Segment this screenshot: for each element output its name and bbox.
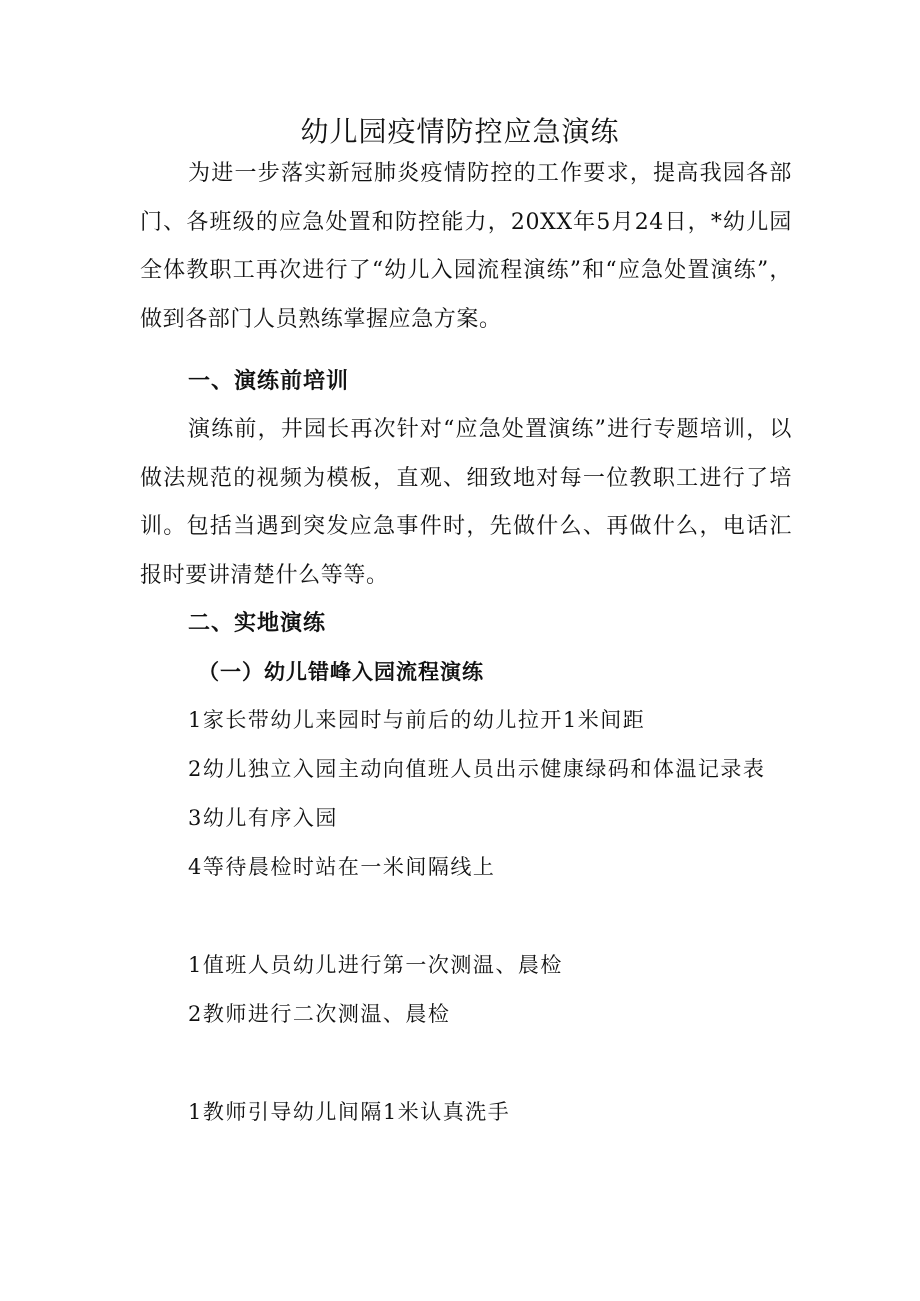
list-item: 2幼儿独立入园主动向值班人员出示健康绿码和体温记录表: [188, 757, 766, 781]
section2-heading: 二、实地演练: [188, 611, 327, 636]
list-item: 1家长带幼儿来园时与前后的幼儿拉开1米间距: [188, 708, 646, 732]
section1-heading: 一、演练前培训: [188, 369, 350, 394]
list-item: 1值班人员幼儿进行第一次测温、晨检: [188, 953, 563, 977]
document-title: 幼儿园疫情防控应急演练: [300, 115, 620, 148]
list-item: 1教师引导幼儿间隔1米认真洗手: [188, 1100, 511, 1124]
list-item: 4等待晨检时站在一米间隔线上: [188, 855, 496, 879]
intro-paragraph: 为进一步落实新冠肺炎疫情防控的工作要求，提高我园各部门、各班级的应急处置和防控能力，20XX年5月24日，*幼儿园全体教职工再次进行了“幼儿入园流程演练”和“应急处置演练”，做到各部门人员熟练掌握应急方案。: [140, 161, 792, 332]
list-item: 3幼儿有序入园: [188, 806, 338, 830]
section2-subheading: （一）幼儿错峰入园流程演练: [198, 660, 484, 684]
section1-paragraph: 演练前，井园长再次针对“应急处置演练”进行专题培训，以做法规范的视频为模板，直观、细致地对每一位教职工进行了培训。包括当遇到突发应急事件时，先做什么、再做什么，电话汇报时要讲清楚什么等等。: [140, 417, 792, 588]
list-item: 2教师进行二次测温、晨检: [188, 1002, 451, 1026]
